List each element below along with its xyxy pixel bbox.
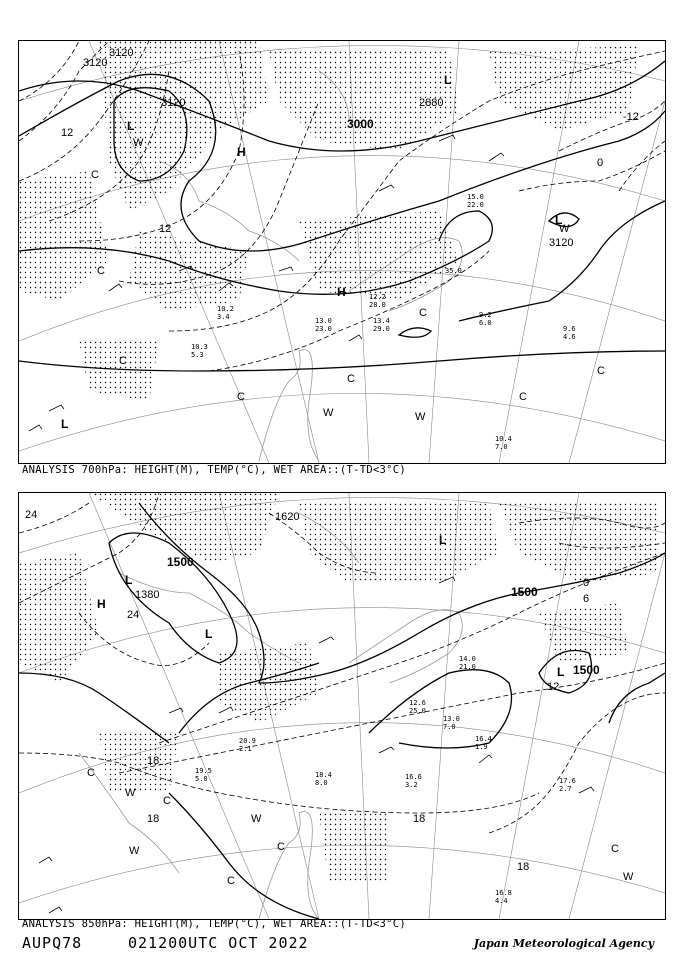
isotherm-label: 18	[147, 813, 160, 825]
height-label: 3120	[161, 97, 186, 109]
high-center-marker: H	[337, 285, 346, 299]
low-center-marker: L	[439, 533, 447, 547]
cold-center-marker: C	[519, 391, 527, 403]
isotherm-label: 12	[159, 223, 172, 235]
station-plot: 10.2 3.4	[217, 305, 234, 321]
map-700hpa-graphics	[19, 41, 665, 463]
low-center-marker: L	[127, 119, 135, 133]
station-plot: 10.3 5.3	[191, 343, 208, 359]
warm-center-marker: W	[623, 871, 634, 883]
cold-center-marker: C	[611, 843, 619, 855]
isotherm-label: 0	[583, 577, 590, 589]
station-plot: 35.0	[445, 267, 462, 275]
isotherm-label: 12	[547, 681, 560, 693]
station-plot: 9.2 6.0	[479, 311, 492, 327]
cold-center-marker: C	[91, 169, 99, 181]
warm-center-marker: W	[415, 411, 426, 423]
height-label: 1500	[167, 555, 194, 569]
high-center-marker: H	[237, 145, 246, 159]
station-plot: 16.4 1.9	[475, 735, 492, 751]
low-center-marker: L	[557, 665, 565, 679]
warm-center-marker: W	[125, 787, 136, 799]
station-plot: 10.4 7.0	[495, 435, 512, 451]
station-plot: 17.6 2.7	[559, 777, 576, 793]
isotherm-label: 24	[25, 509, 38, 521]
chart-code: AUPQ78	[22, 934, 83, 952]
height-label: 1620	[275, 511, 300, 523]
map-panel-850hpa	[18, 492, 666, 920]
isotherm-label: 18	[147, 755, 160, 767]
station-plot: 13.4 29.0	[373, 317, 390, 333]
station-plot: 20.9 2.1	[239, 737, 256, 753]
cold-center-marker: C	[237, 391, 245, 403]
station-plot: 14.0 21.0	[459, 655, 476, 671]
height-label: 3000	[347, 117, 374, 131]
height-label: 1500	[511, 585, 538, 599]
map-panel-700hpa	[18, 40, 666, 464]
cold-center-marker: C	[163, 795, 171, 807]
agency-credit: Japan Meteorological Agency	[473, 937, 654, 950]
cold-center-marker: C	[119, 355, 127, 367]
cold-center-marker: C	[419, 307, 427, 319]
height-label: 1380	[135, 589, 160, 601]
cold-center-marker: C	[597, 365, 605, 377]
station-plot: 18.4 8.0	[315, 771, 332, 787]
station-plot: 9.6 4.6	[563, 325, 576, 341]
cold-center-marker: C	[347, 373, 355, 385]
low-center-marker: L	[205, 627, 213, 641]
low-center-marker: L	[125, 573, 133, 587]
height-label: 3120	[83, 57, 108, 69]
wet-area-stipple	[19, 493, 659, 883]
station-plot: 16.6 3.2	[405, 773, 422, 789]
isotherm-label: -12	[623, 111, 639, 123]
warm-center-marker: W	[133, 137, 144, 149]
cold-center-marker: C	[227, 875, 235, 887]
low-center-marker: L	[61, 417, 69, 431]
isotherm-label: 18	[413, 813, 426, 825]
isotherm-label: 6	[583, 593, 590, 605]
warm-center-marker: W	[559, 223, 570, 235]
station-plot: 12.2 28.0	[369, 293, 386, 309]
height-label: 1500	[573, 663, 600, 677]
isotherm-label: 24	[127, 609, 140, 621]
cold-center-marker: C	[87, 767, 95, 779]
cold-center-marker: C	[277, 841, 285, 853]
station-plot: 19.5 5.0	[195, 767, 212, 783]
warm-center-marker: W	[323, 407, 334, 419]
height-label: 3120	[109, 47, 134, 59]
isotherm-label: 0	[597, 157, 604, 169]
height-label: 2880	[419, 97, 444, 109]
cold-center-marker: C	[97, 265, 105, 277]
warm-center-marker: W	[251, 813, 262, 825]
station-plot: 13.0 7.0	[443, 715, 460, 731]
map-850hpa-graphics	[19, 493, 665, 919]
isotherm-label: 18	[517, 861, 530, 873]
valid-time: 021200UTC OCT 2022	[128, 934, 309, 952]
low-center-marker: L	[555, 213, 563, 227]
low-center-marker: L	[444, 73, 452, 87]
isotherm-label: 12	[61, 127, 74, 139]
wet-area-stipple	[19, 41, 639, 401]
station-plot: 13.0 23.0	[315, 317, 332, 333]
high-center-marker: H	[97, 597, 106, 611]
station-plot: 15.0 22.0	[467, 193, 484, 209]
station-plot: 16.8 4.4	[495, 889, 512, 905]
station-plot: 12.6 25.0	[409, 699, 426, 715]
panel-caption-850hpa: ANALYSIS 850hPa: HEIGHT(M), TEMP(°C), WET AREA::(T-TD<3°C)	[22, 918, 407, 930]
panel-caption-700hpa: ANALYSIS 700hPa: HEIGHT(M), TEMP(°C), WET AREA::(T-TD<3°C)	[22, 464, 407, 476]
height-label: 3120	[549, 237, 574, 249]
warm-center-marker: W	[129, 845, 140, 857]
